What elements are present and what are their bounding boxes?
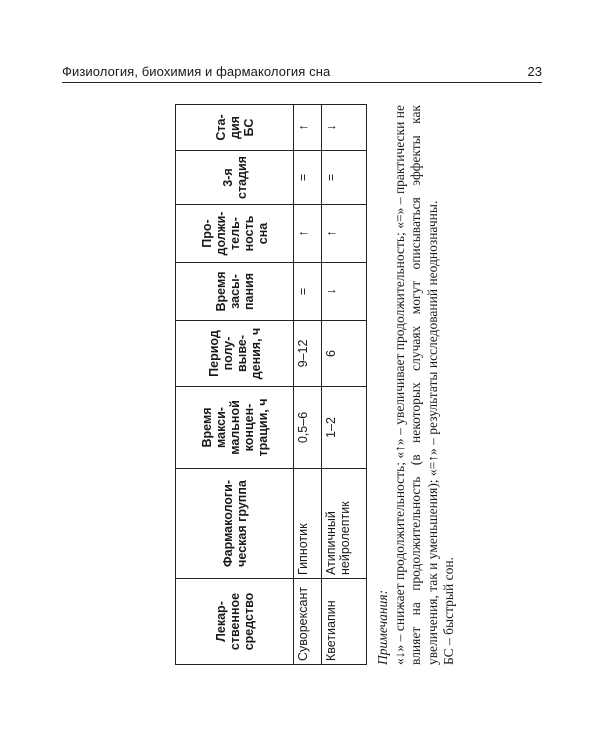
- cell-rem: ↓: [321, 105, 366, 151]
- cell-duration: ↑: [294, 205, 322, 263]
- table-row: [321, 105, 366, 665]
- cell-stage3: =: [294, 151, 322, 205]
- col-header-duration: Про-должи-тель-ность сна: [176, 205, 294, 263]
- notes-legend: «↓» – снижает продолжительность; «↑» – увеличивает продолжительность; «=» – практически не влияет на продолжительность (в некоторых случаях могут описываться эффекты как увеличения, так и уменьшения); «=↑» – результаты исследований неоднозначны.: [391, 105, 440, 665]
- rotated-table-block: [175, 105, 555, 665]
- col-header-group: Фармакологи-ческая группа: [176, 469, 294, 579]
- cell-half-life: 6: [321, 321, 366, 387]
- table-row: [294, 105, 322, 665]
- page-number: 23: [527, 64, 542, 79]
- cell-duration: ↑: [321, 205, 366, 263]
- cell-stage3: =: [321, 151, 366, 205]
- cell-group: Гипнотик: [294, 469, 322, 579]
- col-header-drug: Лекар-ственное средство: [176, 579, 294, 665]
- page-header: [62, 60, 542, 83]
- cell-tmax: 1–2: [321, 387, 366, 469]
- cell-rem: ↑: [294, 105, 322, 151]
- cell-sleep-onset: ↓: [321, 263, 366, 321]
- cell-tmax: 0,5–6: [294, 387, 322, 469]
- col-header-tmax: Время макси-мальной концен-трации, ч: [176, 387, 294, 469]
- cell-drug: Кветиапин: [321, 579, 366, 665]
- cell-half-life: 9–12: [294, 321, 322, 387]
- drug-table: [175, 104, 367, 665]
- notes-title: Примечания:: [375, 589, 390, 665]
- col-header-sleep-onset: Время засы-пания: [176, 263, 294, 321]
- notes-abbreviation: БС – быстрый сон.: [441, 557, 456, 665]
- col-header-half-life: Период полу-выве-дения, ч: [176, 321, 294, 387]
- running-title: Физиология, биохимия и фармакология сна: [62, 64, 331, 79]
- cell-drug: Суворексант: [294, 579, 322, 665]
- col-header-stage3: 3-я стадия: [176, 151, 294, 205]
- cell-sleep-onset: =: [294, 263, 322, 321]
- table-header-row: [176, 105, 294, 665]
- cell-group: Атипичный нейролептик: [321, 469, 366, 579]
- col-header-rem: Ста-дия БС: [176, 105, 294, 151]
- table-notes: [375, 105, 458, 665]
